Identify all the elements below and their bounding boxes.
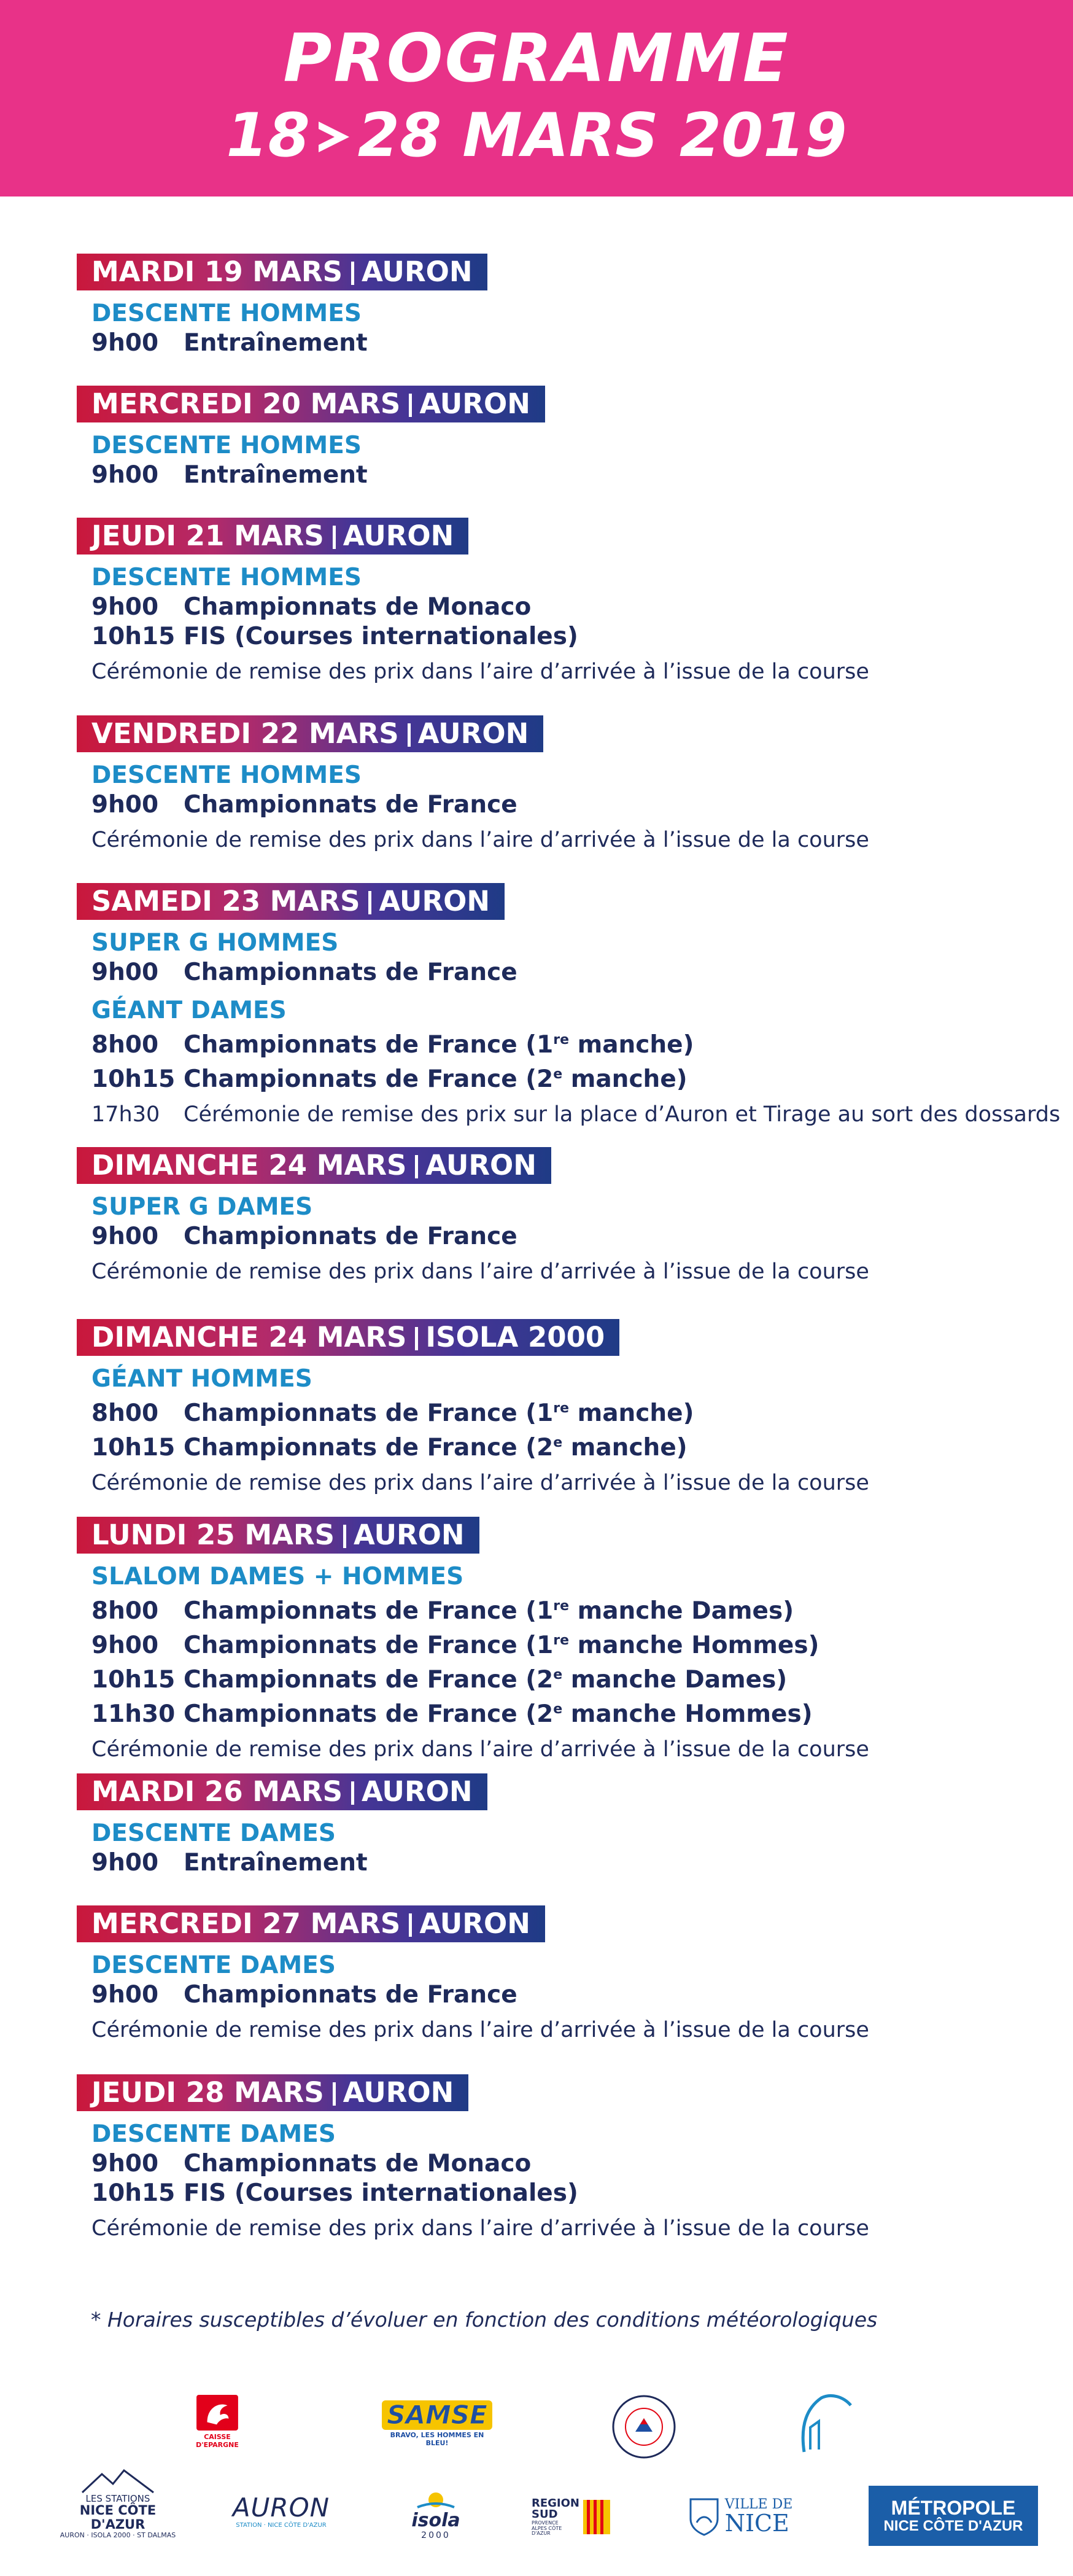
separator-bar [333, 2082, 336, 2106]
label-suffix: manche) [562, 1434, 688, 1461]
metropole-logo[interactable] [869, 2486, 1038, 2546]
event-title: SUPER G DAMES [91, 1193, 313, 1221]
day-label: DIMANCHE 24 MARS [91, 1321, 407, 1353]
schedule-row [91, 2149, 1034, 2179]
region-text [532, 2498, 579, 2537]
metropole-line1: MÉTROPOLE [891, 2496, 1016, 2519]
event-title: DESCENTE HOMMES [91, 300, 362, 327]
time: 11h30 [91, 1700, 176, 1728]
label-suffix: manche) [569, 1399, 694, 1427]
separator-bar [333, 526, 336, 549]
place-label: AURON [419, 387, 530, 420]
day-block [77, 1319, 1034, 1497]
event-title: GÉANT HOMMES [91, 1365, 312, 1393]
event-title: DESCENTE DAMES [91, 1819, 336, 1847]
stations-line3: AURON · ISOLA 2000 · ST DALMAS [60, 2531, 176, 2540]
time: 10h15 [91, 1434, 176, 1461]
schedule-row [91, 1626, 1034, 1660]
region-flag-icon [583, 2500, 610, 2534]
place-label: AURON [343, 2076, 454, 2109]
time: 10h15 [91, 623, 176, 650]
event-title: SUPER G HOMMES [91, 929, 339, 957]
ceremony-note: Cérémonie de remise des prix dans l’aire d’arrivée à l’issue de la course [91, 2216, 869, 2241]
inter-club-nice-logo[interactable] [792, 2391, 866, 2459]
schedule-row [91, 461, 1034, 490]
time: 8h00 [91, 1597, 159, 1625]
header-band [0, 0, 1073, 197]
event-title: DESCENTE HOMMES [91, 432, 362, 459]
label: Championnats de France (1 [184, 1597, 554, 1625]
date-range [0, 101, 1073, 171]
ordinal: re [553, 1598, 569, 1614]
chevron-right-icon [312, 106, 355, 166]
place-label: ISOLA 2000 [425, 1321, 605, 1353]
separator-bar [408, 723, 411, 747]
day-label: DIMANCHE 24 MARS [91, 1149, 407, 1181]
label: Championnats de France [184, 1223, 517, 1250]
day-block [77, 1517, 1034, 1764]
ordinal: re [553, 1401, 569, 1416]
nice-crest-icon [688, 2497, 720, 2536]
time: 10h15 [91, 2179, 176, 2207]
label: FIS (Courses internationales) [184, 2179, 578, 2207]
time: 9h00 [91, 1632, 159, 1659]
date-start: 18 [226, 101, 310, 171]
label: Entraînement [184, 461, 368, 489]
stations-nice-logo[interactable] [56, 2461, 179, 2547]
day-label: JEUDI 21 MARS [91, 519, 324, 552]
time: 9h00 [91, 2150, 159, 2177]
ville-line1: VILLE DE [724, 2497, 793, 2512]
ceremony-note: Cérémonie de remise des prix dans l’aire d’arrivée à l’issue de la course [91, 1471, 869, 1495]
time: 9h00 [91, 1223, 159, 1250]
separator-bar [415, 1155, 418, 1178]
label-suffix: manche Dames) [562, 1666, 788, 1694]
schedule-row [91, 622, 1034, 652]
label: Championnats de France [184, 1981, 517, 2009]
schedule-row [91, 790, 1034, 820]
day-label: LUNDI 25 MARS [91, 1519, 335, 1551]
day-banner [77, 518, 468, 555]
day-label: MERCREDI 27 MARS [91, 1907, 401, 1940]
isola-number: 2000 [421, 2531, 451, 2540]
caisse-epargne-logo[interactable] [183, 2394, 252, 2449]
time: 9h00 [91, 329, 159, 357]
label: Championnats de France [184, 791, 517, 819]
sun-icon [411, 2489, 460, 2511]
squirrel-icon [188, 2394, 246, 2432]
schedule-row [91, 1695, 1034, 1729]
separator-bar [368, 891, 371, 914]
label-suffix: manche) [569, 1031, 694, 1059]
day-banner [77, 2074, 468, 2111]
day-banner [77, 254, 487, 290]
schedule-row [91, 1222, 1034, 1251]
place-label: AURON [361, 1775, 473, 1808]
label: Championnats de Monaco [184, 2150, 532, 2177]
region-subtitle: PROVENCE ALPES CÔTE D'AZUR [532, 2520, 562, 2537]
samse-tagline: BRAVO, LES HOMMES EN BLEU! [390, 2431, 484, 2447]
ceremony-note: Cérémonie de remise des prix dans l’aire d’arrivée à l’issue de la course [91, 828, 869, 852]
stations-line1: LES STATIONS [85, 2492, 150, 2504]
event-title: DESCENTE HOMMES [91, 761, 362, 789]
day-block [77, 386, 1034, 490]
day-label: VENDREDI 22 MARS [91, 717, 399, 750]
ordinal: e [553, 1702, 563, 1717]
time: 9h00 [91, 791, 159, 819]
day-label: MERCREDI 20 MARS [91, 387, 401, 420]
day-label: MARDI 26 MARS [91, 1775, 343, 1808]
separator-bar [343, 1525, 346, 1548]
time: 17h30 [91, 1102, 160, 1127]
place-label: AURON [419, 1907, 530, 1940]
auron-subtitle: STATION · NICE CÔTE D'AZUR [236, 2521, 327, 2529]
auron-wordmark: AURON [232, 2492, 330, 2523]
caisse-epargne-label: CAISSE D'EPARGNE [196, 2433, 239, 2449]
time: 8h00 [91, 1031, 159, 1059]
day-banner [77, 386, 545, 422]
event-title: SLALOM DAMES + HOMMES [91, 1563, 464, 1590]
day-banner [77, 1773, 487, 1810]
event-title: GÉANT DAMES [91, 997, 287, 1024]
samse-wordmark: SAMSE [382, 2400, 492, 2430]
schedule-row [91, 1980, 1034, 2010]
place-label: AURON [361, 255, 473, 288]
day-block [77, 883, 1061, 1129]
page-title: PROGRAMME [283, 20, 790, 97]
samse-logo[interactable] [382, 2402, 492, 2445]
place-label: AURON [417, 717, 529, 750]
day-block [77, 2074, 1034, 2243]
region-line2: SUD [532, 2508, 558, 2521]
event-title: DESCENTE HOMMES [91, 564, 362, 591]
isola-2000-logo[interactable] [405, 2481, 467, 2548]
day-block [77, 715, 1034, 854]
label: Entraînement [184, 1849, 368, 1877]
label: Championnats de France (2 [184, 1065, 554, 1093]
time: 9h00 [91, 593, 159, 621]
day-banner [77, 1147, 551, 1184]
note-text: Cérémonie de remise des prix sur la place d’Auron et Tirage au sort des dossards [184, 1102, 1061, 1127]
ordinal: re [553, 1032, 569, 1048]
schedule-row [91, 1592, 1034, 1626]
day-label: JEUDI 28 MARS [91, 2076, 324, 2109]
day-block [77, 1773, 1034, 1878]
ville-text [725, 2498, 793, 2535]
inter-club-emblem-icon [792, 2391, 866, 2459]
day-block [77, 1905, 1034, 2044]
label-suffix: manche Hommes) [562, 1700, 813, 1728]
ceremony-note: Cérémonie de remise des prix dans l’aire d’arrivée à l’issue de la course [91, 660, 869, 684]
stations-line2: NICE CÔTE D'AZUR [79, 2503, 157, 2532]
schedule-row [91, 1060, 1034, 1094]
schedule-row [91, 958, 1034, 987]
label-suffix: manche Hommes) [569, 1632, 819, 1659]
mountain-icon [81, 2469, 155, 2494]
region-sud-logo[interactable] [525, 2495, 617, 2539]
label: Championnats de France (1 [184, 1632, 554, 1659]
date-rest: 28 MARS 2019 [357, 101, 847, 171]
ordinal: e [553, 1667, 563, 1683]
schedule-row [91, 1394, 1034, 1428]
comite-ski-emblem-icon [611, 2394, 677, 2460]
schedule-row [91, 1428, 1034, 1463]
label: Championnats de Monaco [184, 593, 532, 621]
label-suffix: manche Dames) [569, 1597, 794, 1625]
ceremony-note [91, 1100, 1061, 1129]
time: 10h15 [91, 1666, 176, 1694]
label: Championnats de France (1 [184, 1399, 554, 1427]
schedule-row [91, 593, 1034, 622]
place-label: AURON [425, 1149, 536, 1181]
time: 8h00 [91, 1399, 159, 1427]
place-label: AURON [343, 519, 454, 552]
day-label: SAMEDI 23 MARS [91, 885, 360, 917]
day-block [77, 1147, 1034, 1286]
region-line1: REGION [532, 2496, 579, 2510]
comite-ski-logo[interactable] [611, 2394, 677, 2460]
day-label: MARDI 19 MARS [91, 255, 343, 288]
day-block [77, 518, 1034, 686]
place-label: AURON [354, 1519, 465, 1551]
day-banner [77, 1905, 545, 1942]
day-banner [77, 1319, 619, 1356]
isola-wordmark: isola [411, 2510, 460, 2531]
time: 9h00 [91, 959, 159, 986]
day-block [77, 254, 1034, 358]
ville-line2: NICE [724, 2510, 789, 2537]
label: Entraînement [184, 329, 368, 357]
day-banner [77, 1517, 479, 1554]
label: FIS (Courses internationales) [184, 623, 578, 650]
separator-bar [409, 1913, 412, 1937]
schedule-row [91, 1848, 1034, 1878]
ceremony-note: Cérémonie de remise des prix dans l’aire d’arrivée à l’issue de la course [91, 1737, 869, 1762]
label-suffix: manche) [562, 1065, 688, 1093]
footnote: * Horaires susceptibles d’évoluer en fonction des conditions météorologiques [91, 2308, 878, 2332]
time: 10h15 [91, 1065, 176, 1093]
day-banner [77, 715, 543, 752]
label: Championnats de France (1 [184, 1031, 554, 1059]
metropole-line2: NICE CÔTE D'AZUR [883, 2518, 1023, 2535]
schedule-row [91, 1025, 1034, 1060]
ville-de-nice-logo[interactable] [680, 2492, 800, 2541]
separator-bar [351, 1781, 354, 1805]
schedule-row [91, 1660, 1034, 1695]
place-label: AURON [379, 885, 490, 917]
label: Championnats de France (2 [184, 1700, 554, 1728]
ceremony-note: Cérémonie de remise des prix dans l’aire d’arrivée à l’issue de la course [91, 1259, 869, 1284]
ordinal: e [553, 1435, 563, 1450]
event-title: DESCENTE DAMES [91, 1951, 336, 1979]
ceremony-note: Cérémonie de remise des prix dans l’aire d’arrivée à l’issue de la course [91, 2018, 869, 2042]
auron-logo[interactable] [226, 2490, 336, 2532]
time: 9h00 [91, 461, 159, 489]
schedule-row [91, 329, 1034, 358]
label: Championnats de France (2 [184, 1434, 554, 1461]
label: Championnats de France [184, 959, 517, 986]
label: Championnats de France (2 [184, 1666, 554, 1694]
separator-bar [351, 262, 354, 285]
day-banner [77, 883, 505, 920]
time: 9h00 [91, 1849, 159, 1877]
separator-bar [409, 394, 412, 417]
separator-bar [415, 1327, 418, 1350]
time: 9h00 [91, 1981, 159, 2009]
ordinal: re [553, 1633, 569, 1648]
ordinal: e [553, 1067, 563, 1082]
event-title: DESCENTE DAMES [91, 2120, 336, 2148]
schedule-row [91, 2179, 1034, 2208]
